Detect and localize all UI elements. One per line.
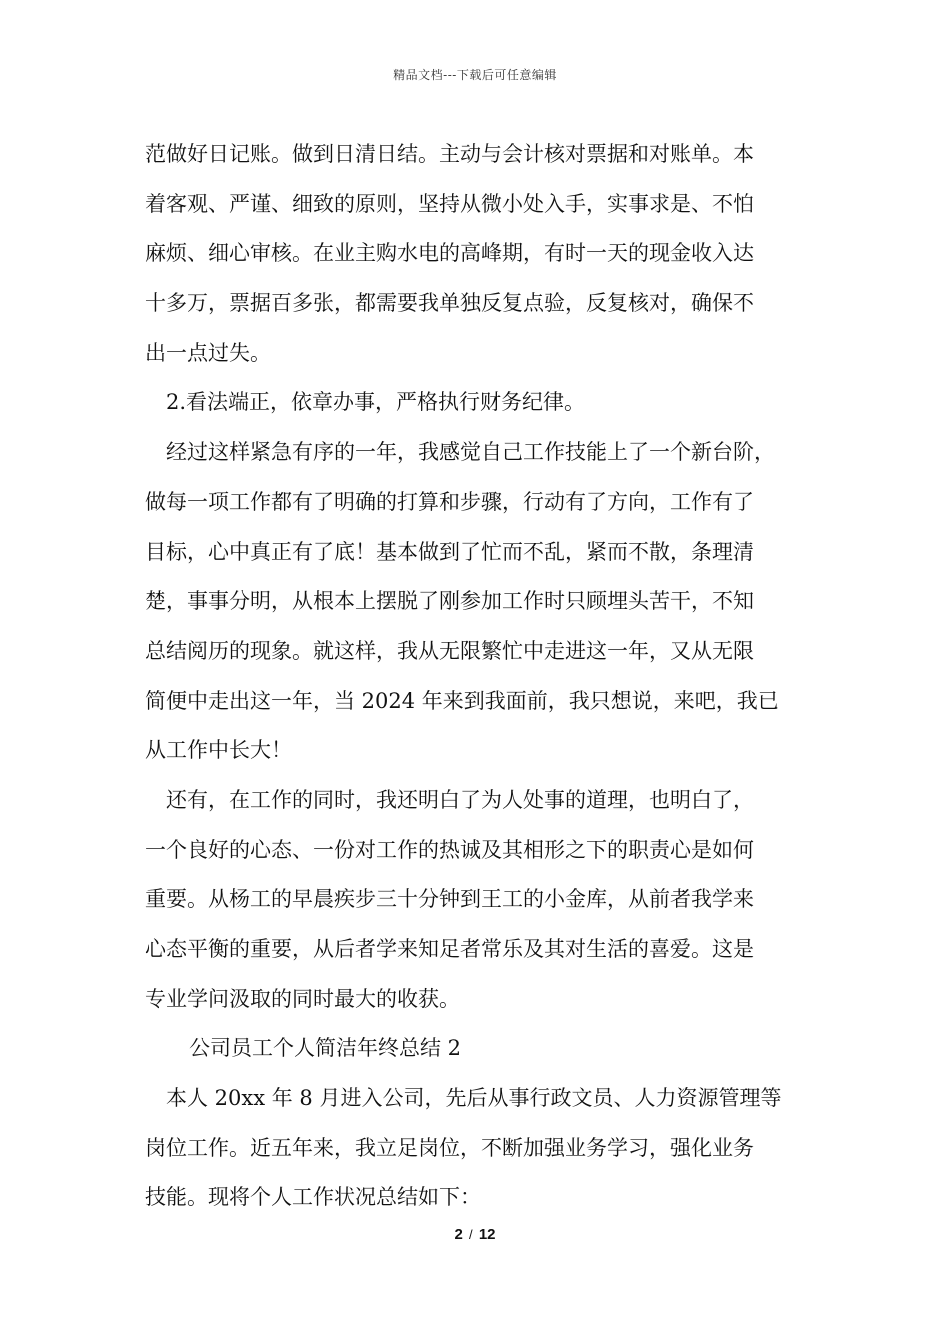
- body-line: 做每一项工作都有了明确的打算和步骤，行动有了方向，工作有了: [145, 489, 754, 514]
- body-line: 麻烦、细心审核。在业主购水电的高峰期，有时一天的现金收入达: [145, 241, 754, 266]
- body-line: 一个良好的心态、一份对工作的热诚及其相形之下的职责心是如何: [145, 837, 754, 862]
- body-line: 目标，心中真正有了底！基本做到了忙而不乱，紧而不散，条理清: [145, 539, 754, 564]
- section-heading-line: 2.看法端正，依章办事，严格执行财务纪律。: [166, 390, 586, 415]
- document-body: [145, 130, 825, 1223]
- body-line: 范做好日记账。做到日清日结。主动与会计核对票据和对账单。本: [145, 142, 754, 166]
- body-line: 十多万，票据百多张，都需要我单独反复点验，反复核对，确保不: [145, 291, 754, 316]
- body-line: 专业学问汲取的同时最大的收获。: [145, 986, 460, 1011]
- body-line: 从工作中长大！: [145, 738, 292, 763]
- body-line: 楚，事事分明，从根本上摆脱了刚参加工作时只顾埋头苦干，不知: [145, 589, 754, 614]
- body-line: 着客观、严谨、细致的原则，坚持从微小处入手，实事求是、不怕: [145, 191, 754, 216]
- paragraph-start-line: 还有，在工作的同时，我还明白了为人处事的道理，也明白了，: [166, 787, 754, 812]
- total-pages: 12: [478, 1226, 496, 1243]
- paragraph-start-line: 本人 20xx 年 8 月进入公司，先后从事行政文员、人力资源管理等: [166, 1086, 782, 1111]
- document-header: 精品文档---下载后可任意编辑: [393, 68, 557, 82]
- body-line: 心态平衡的重要，从后者学来知足者常乐及其对生活的喜爱。这是: [145, 937, 754, 961]
- body-line: 技能。现将个人工作状况总结如下：: [145, 1185, 481, 1210]
- body-line: 简便中走出这一年，当 2024 年来到我面前，我只想说，来吧，我已: [145, 688, 779, 713]
- paragraph-start-line: 经过这样紧急有序的一年，我感觉自己工作技能上了一个新台阶，: [166, 440, 775, 465]
- body-line: 出一点过失。: [145, 340, 271, 365]
- body-line: 总结阅历的现象。就这样，我从无限繁忙中走进这一年，又从无限: [145, 638, 754, 663]
- page-number: [0, 1226, 950, 1243]
- section-title-line: 公司员工个人简洁年终总结 2: [189, 1036, 462, 1061]
- page-separator: /: [469, 1227, 473, 1242]
- current-page: 2: [454, 1226, 463, 1243]
- body-line: 重要。从杨工的早晨疾步三十分钟到王工的小金库，从前者我学来: [145, 887, 754, 912]
- body-line: 岗位工作。近五年来，我立足岗位，不断加强业务学习，强化业务: [145, 1135, 754, 1160]
